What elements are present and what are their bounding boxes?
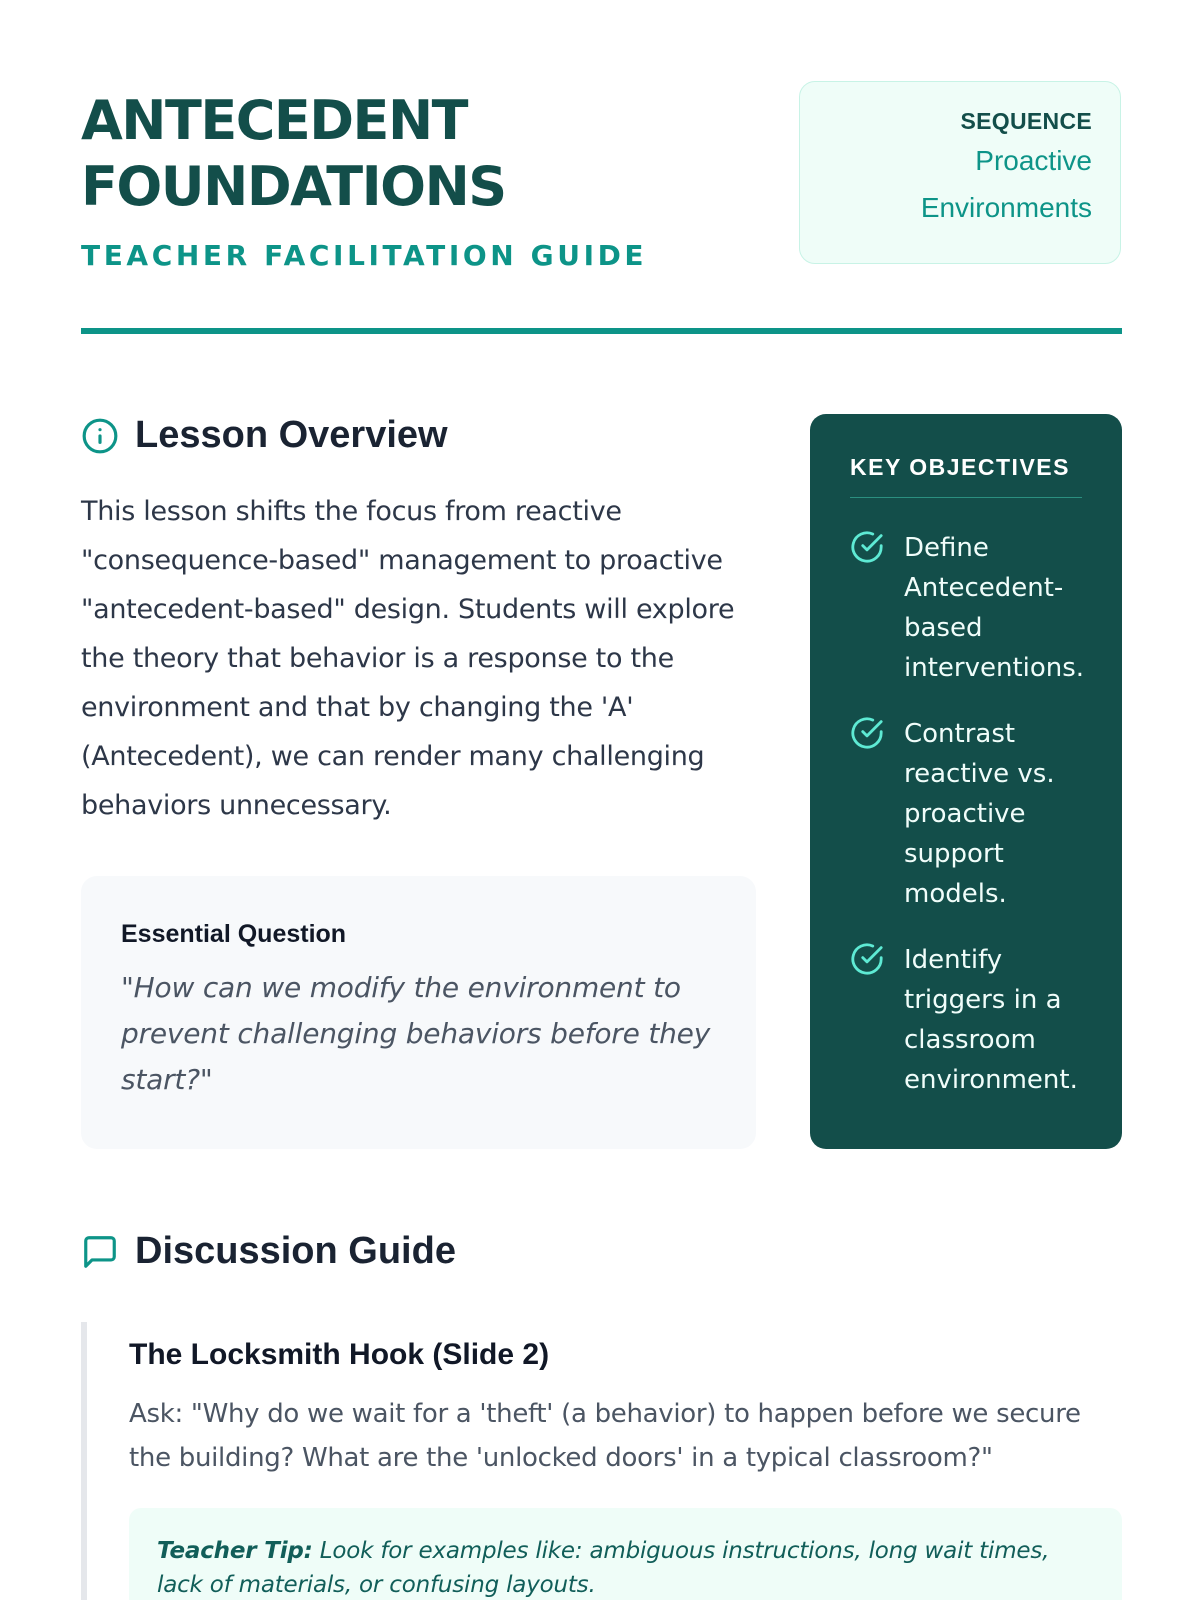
page-title xyxy=(81,88,721,220)
lesson-overview-title: Lesson Overview xyxy=(135,414,448,456)
title-line-2: FOUNDATIONS xyxy=(81,155,506,218)
objective-item xyxy=(850,714,1082,914)
lesson-overview-section xyxy=(81,414,761,830)
teacher-tip-label: Teacher Tip: xyxy=(157,1538,313,1564)
discussion-item xyxy=(81,1322,1122,1600)
teacher-tip-text: Look for examples like: ambiguous instructions, long wait times, lack of materials, or confusing layouts. xyxy=(157,1538,1050,1598)
objective-text: Contrast reactive vs. proactive support models. xyxy=(904,719,1055,909)
sequence-value: Proactive Environments xyxy=(920,145,1092,223)
key-objectives-title: KEY OBJECTIVES xyxy=(850,454,1082,498)
discussion-item-title: The Locksmith Hook (Slide 2) xyxy=(129,1338,550,1371)
essential-question-card xyxy=(81,876,756,1149)
info-icon xyxy=(81,417,119,455)
discussion-item-prompt: Ask: "Why do we wait for a 'theft' (a behavior) to happen before we secure the building? What are the 'unlocked doors' in a typical classroom?" xyxy=(129,1399,1081,1473)
header-divider xyxy=(81,328,1122,334)
key-objectives-card xyxy=(810,414,1122,1149)
check-circle-icon xyxy=(850,716,884,750)
essential-question-text: "How can we modify the environment to prevent challenging behaviors before they start?" xyxy=(121,971,711,1096)
teacher-tip-box xyxy=(129,1508,1122,1600)
objective-text: Define Antecedent-based interventions. xyxy=(904,533,1085,683)
page-subtitle: TEACHER FACILITATION GUIDE xyxy=(81,239,648,272)
discussion-guide-heading xyxy=(81,1230,1122,1273)
check-circle-icon xyxy=(850,530,884,564)
sequence-card xyxy=(799,81,1121,264)
objective-item xyxy=(850,940,1082,1100)
message-square-icon xyxy=(81,1233,119,1271)
check-circle-icon xyxy=(850,942,884,976)
discussion-guide-title: Discussion Guide xyxy=(135,1230,456,1272)
objective-item xyxy=(850,528,1085,688)
discussion-guide-section xyxy=(81,1230,1122,1273)
lesson-overview-text: This lesson shifts the focus from reactive "consequence-based" management to proactive "antecedent-based" design. Students will explore the theory that behavior is a response to the environment and that by changing the 'A' (Antecedent), we can render many challenging behaviors unnecessary. xyxy=(81,496,735,821)
lesson-overview-heading xyxy=(81,414,761,457)
sequence-label: SEQUENCE xyxy=(960,108,1092,134)
essential-question-label: Essential Question xyxy=(121,920,347,948)
title-line-1: ANTECEDENT xyxy=(81,89,467,152)
objective-text: Identify triggers in a classroom environment. xyxy=(904,945,1078,1095)
objectives-list xyxy=(850,528,1085,1100)
